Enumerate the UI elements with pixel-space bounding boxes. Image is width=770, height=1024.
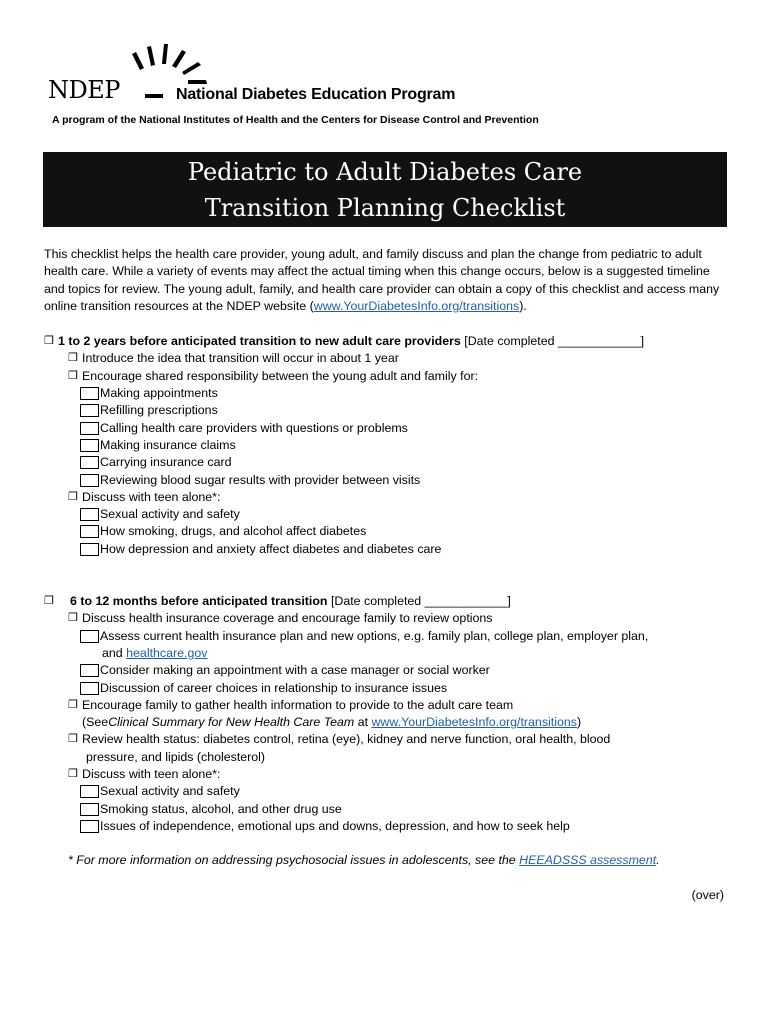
checkbox-bullet-icon[interactable]: ❒ <box>68 698 78 711</box>
subitem <box>44 437 724 454</box>
subitem-label: Assess current health insurance plan and new options, e.g. family plan, college plan, employer plan, <box>100 628 649 643</box>
subitem <box>44 402 724 419</box>
checkbox-bullet-icon[interactable]: ❒ <box>68 733 78 746</box>
checkbox-bullet-icon[interactable]: ❒ <box>68 369 78 382</box>
page-over-note: (over) <box>691 887 724 902</box>
title-line-2: Transition Planning Checklist <box>204 194 566 222</box>
checkbox[interactable] <box>80 820 99 833</box>
section2-heading-row <box>44 593 724 610</box>
org-name: National Diabetes Education Program <box>176 86 456 103</box>
checkbox[interactable] <box>80 456 99 469</box>
item-label: Discuss with teen alone*: <box>82 489 221 504</box>
subitem <box>44 662 724 679</box>
checkbox[interactable] <box>80 785 99 798</box>
checkbox[interactable] <box>80 474 99 487</box>
title-banner <box>43 152 727 227</box>
intro-end: ). <box>519 298 527 313</box>
subitem <box>44 628 724 645</box>
continuation-text: (See <box>82 715 109 730</box>
checkbox[interactable] <box>80 525 99 538</box>
item-label: Encourage family to gather health information to provide to the adult care team <box>82 697 514 712</box>
heeadsss-link[interactable]: HEEADSSS assessment <box>519 853 657 868</box>
section1-heading-row <box>44 333 724 350</box>
item-label: Introduce the idea that transition will occur in about 1 year <box>82 351 399 366</box>
subitem-label: Refilling prescriptions <box>100 403 218 418</box>
subitem-label: How depression and anxiety affect diabetes and diabetes care <box>100 541 442 556</box>
item-continuation <box>44 714 724 731</box>
subitem <box>44 523 724 540</box>
subitem-label: Sexual activity and safety <box>100 507 240 522</box>
checkbox[interactable] <box>80 682 99 695</box>
subitem <box>44 454 724 471</box>
subitem-label: Sexual activity and safety <box>100 784 240 799</box>
section2-item <box>44 610 724 627</box>
subitem-label: Smoking status, alcohol, and other drug use <box>100 801 342 816</box>
title-line-1: Pediatric to Adult Diabetes Care <box>187 158 583 186</box>
logo-dash <box>145 94 163 98</box>
checkbox[interactable] <box>80 664 99 677</box>
subitem <box>44 385 724 402</box>
checkbox-bullet-icon[interactable]: ❒ <box>68 768 78 781</box>
spacer <box>44 835 724 852</box>
section1-item <box>44 368 724 385</box>
checkbox[interactable] <box>80 508 99 521</box>
clinical-summary-title: Clinical Summary for New Health Care Team <box>108 715 355 730</box>
subitem <box>44 506 724 523</box>
subitem-label: Making appointments <box>100 386 218 401</box>
continuation-text: ) <box>576 715 582 730</box>
checkbox[interactable] <box>80 543 99 556</box>
checkbox[interactable] <box>80 387 99 400</box>
section1-heading: 1 to 2 years before anticipated transition to new adult care providers <box>58 334 461 349</box>
subitem-label: How smoking, drugs, and alcohol affect diabetes <box>100 524 367 539</box>
subitem <box>44 420 724 437</box>
footnote-text: * For more information on addressing psychosocial issues in adolescents, see the <box>68 853 520 868</box>
intro-paragraph <box>44 246 724 315</box>
checkbox[interactable] <box>80 439 99 452</box>
checkbox[interactable] <box>80 422 99 435</box>
subitem-label: Issues of independence, emotional ups and downs, depression, and how to seek help <box>100 818 570 833</box>
subitem <box>44 541 724 558</box>
checkbox[interactable] <box>80 803 99 816</box>
continuation-text: and <box>102 645 123 660</box>
subitem-label: Making insurance claims <box>100 437 236 452</box>
checkbox-bullet-icon[interactable]: ❒ <box>68 490 78 503</box>
section2-item <box>44 731 724 748</box>
subitem <box>44 801 724 818</box>
subitem-label: Carrying insurance card <box>100 455 232 470</box>
continuation-text: pressure, and lipids (cholesterol) <box>86 749 266 764</box>
section2-heading: 6 to 12 months before anticipated transition <box>70 594 328 609</box>
section1-item <box>44 489 724 506</box>
continuation-text: at <box>354 715 372 730</box>
subitem <box>44 680 724 697</box>
subitem-label: Discussion of career choices in relationship to insurance issues <box>100 680 448 695</box>
ndep-logo-text: NDEP <box>48 76 120 104</box>
header <box>48 44 728 134</box>
org-tagline: A program of the National Institutes of Health and the Centers for Disease Control and Prevention <box>52 114 539 126</box>
checkbox[interactable] <box>80 630 99 643</box>
healthcare-gov-link[interactable]: healthcare.gov <box>126 645 208 660</box>
item-label: Encourage shared responsibility between the young adult and family for: <box>82 368 479 383</box>
section2-item <box>44 766 724 783</box>
item-label: Discuss with teen alone*: <box>82 767 221 782</box>
section2-date: [Date completed ____________] <box>330 594 511 609</box>
checkbox-bullet-icon[interactable]: ❒ <box>44 335 54 348</box>
footnote <box>44 852 724 869</box>
item-continuation <box>44 749 724 766</box>
checkbox-bullet-icon[interactable]: ❒ <box>68 612 78 625</box>
checkbox-bullet-icon[interactable]: ❒ <box>68 352 78 365</box>
footnote-end: . <box>656 853 660 868</box>
subitem-label: Calling health care providers with questions or problems <box>100 420 408 435</box>
checkbox[interactable] <box>80 404 99 417</box>
spacer <box>44 558 724 593</box>
checklist-content <box>44 246 724 904</box>
intro-text: This checklist helps the health care provider, young adult, and family discuss and plan the change from pediatric to adult health care. While a variety of events may affect the actual timing when this change occurs, below is a suggested timeline and topics for review. The young adult, family, and health care provider can obtain a copy of this checklist and access many online transition resources at the NDEP website ( <box>44 247 720 313</box>
section1-date: [Date completed ____________] <box>464 334 645 349</box>
section2-item <box>44 697 724 714</box>
transitions-link[interactable]: www.YourDiabetesInfo.org/transitions <box>371 715 577 730</box>
item-label: Review health status: diabetes control, retina (eye), kidney and nerve function, oral health, blood <box>82 732 611 747</box>
checkbox-bullet-icon[interactable]: ❒ <box>44 595 54 608</box>
item-label: Discuss health insurance coverage and encourage family to review options <box>82 611 493 626</box>
subitem <box>44 818 724 835</box>
subitem <box>44 472 724 489</box>
subitem-continuation <box>44 645 724 662</box>
transitions-link[interactable]: www.YourDiabetesInfo.org/transitions <box>313 298 520 313</box>
subitem <box>44 783 724 800</box>
subitem-label: Reviewing blood sugar results with provider between visits <box>100 472 421 487</box>
subitem-label: Consider making an appointment with a case manager or social worker <box>100 663 490 678</box>
section1-item <box>44 350 724 367</box>
